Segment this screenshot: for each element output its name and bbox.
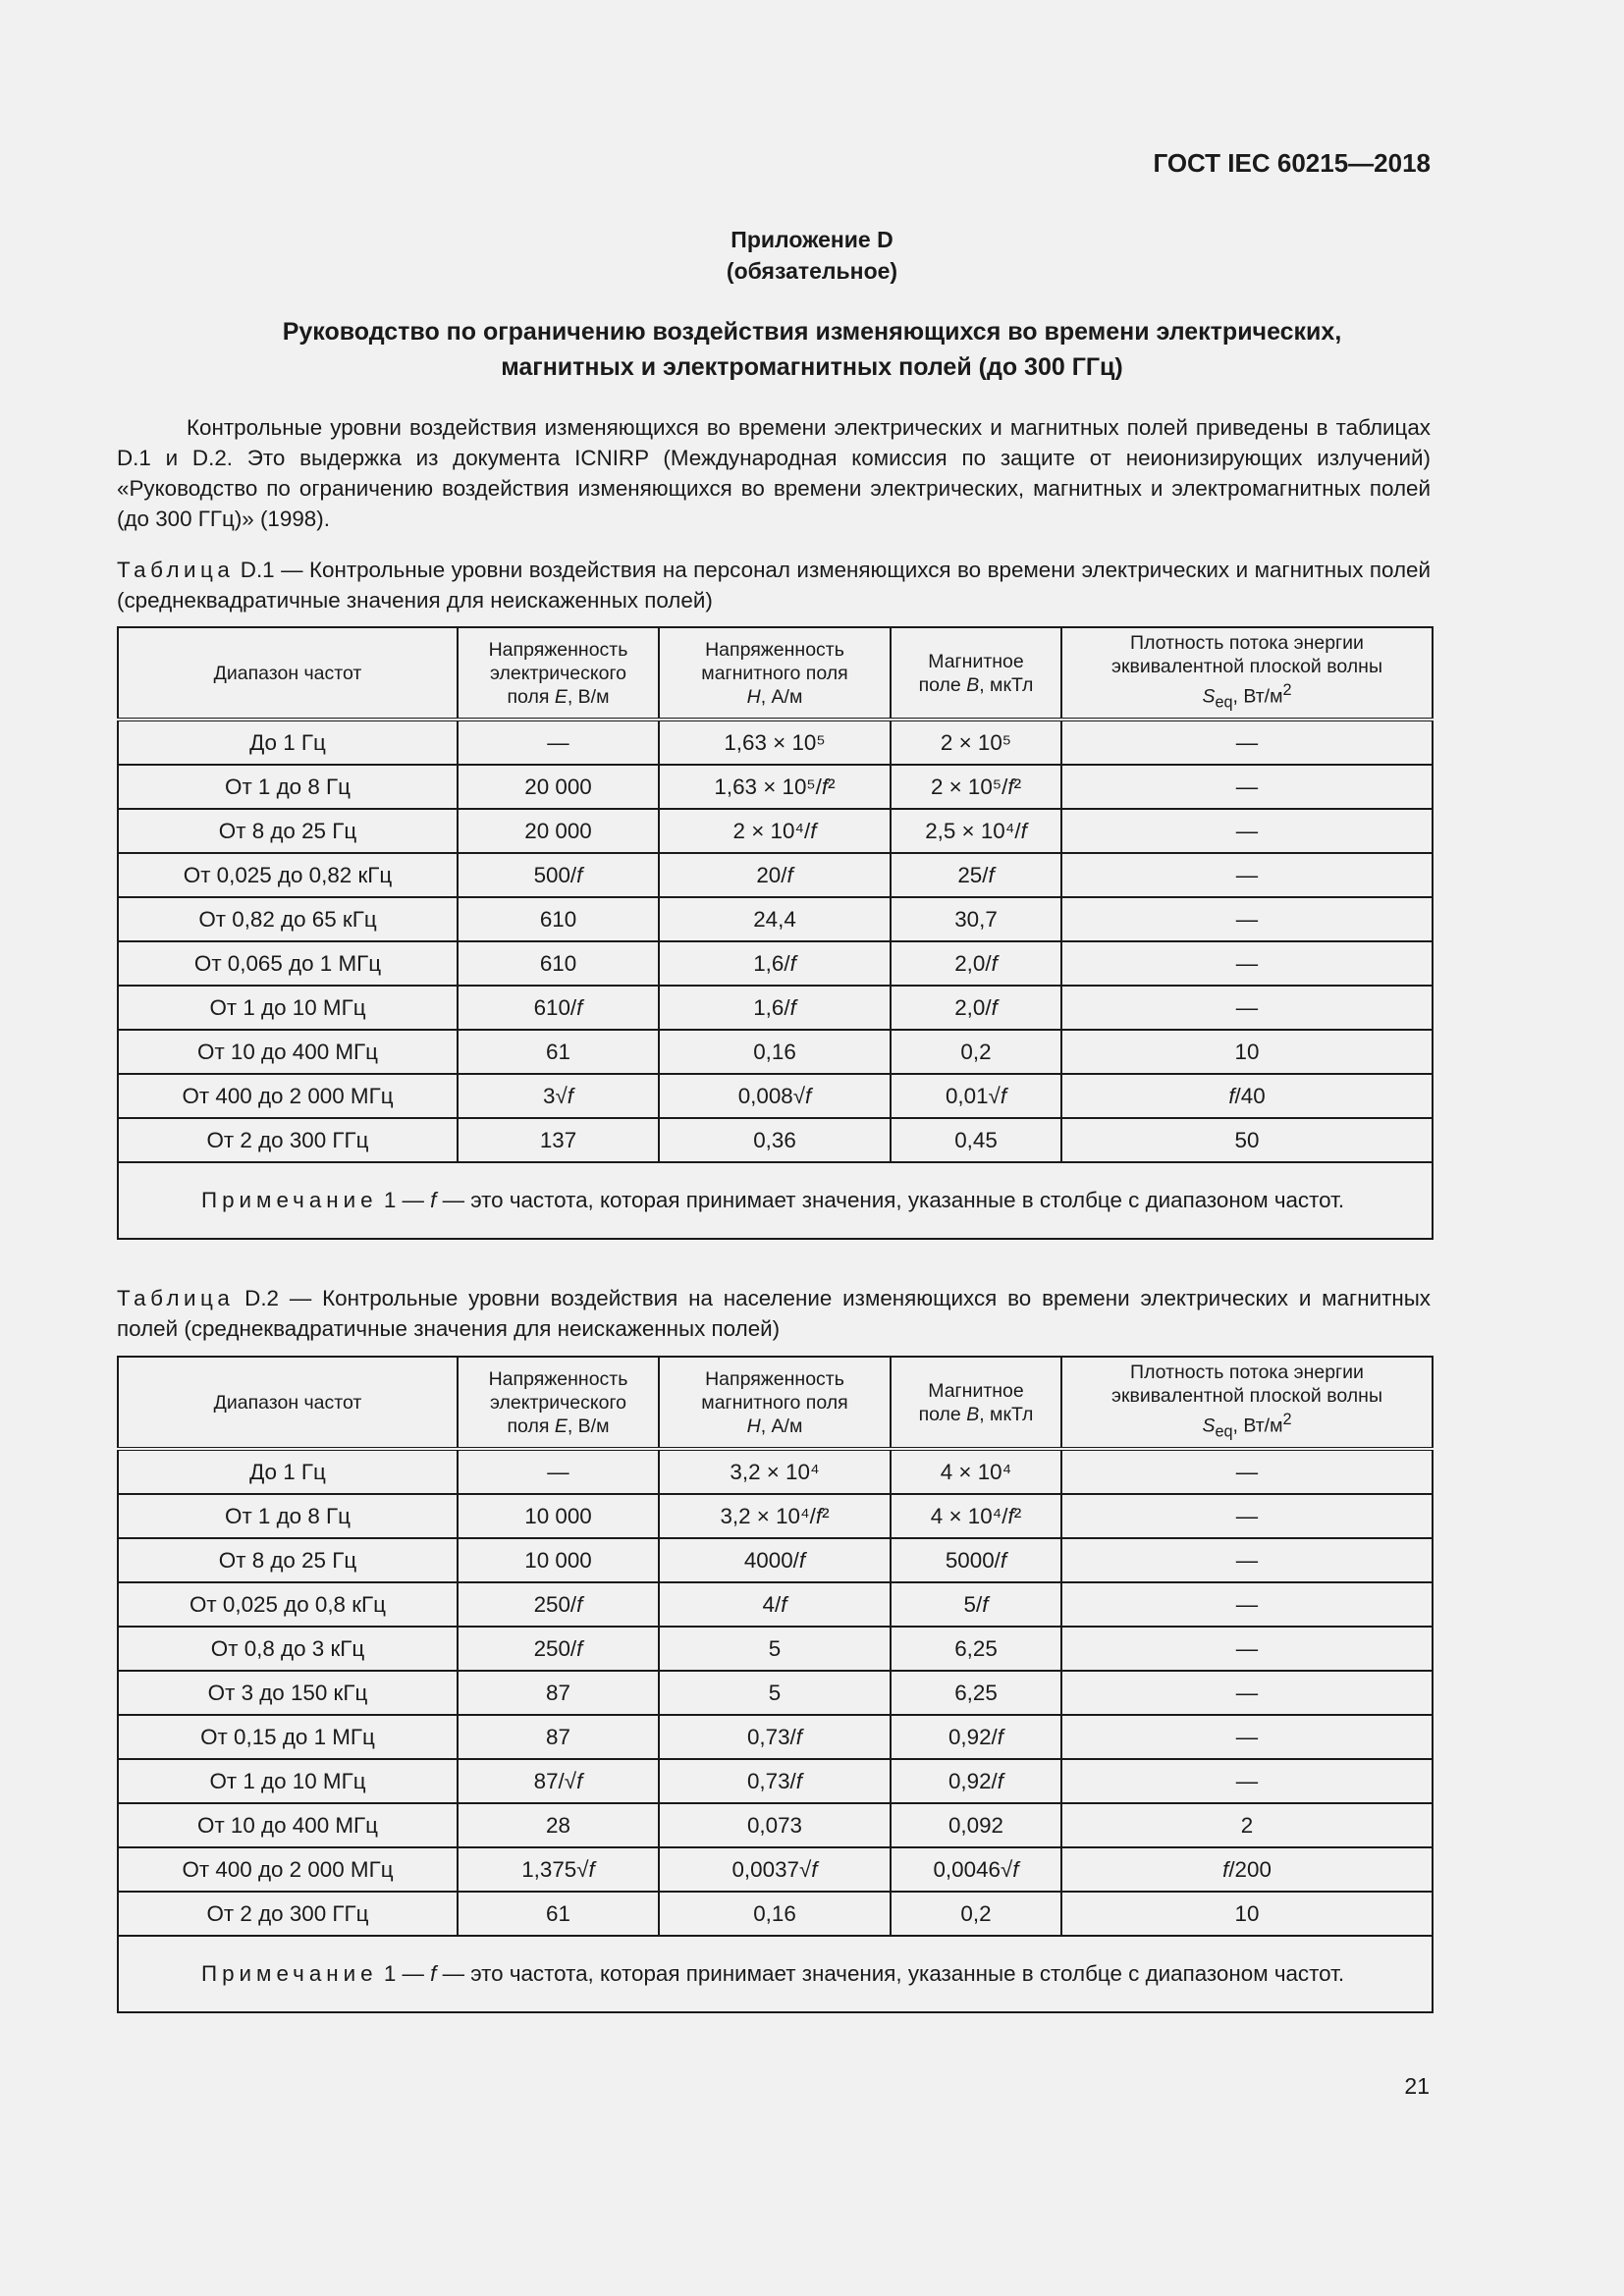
table-row: [118, 1074, 1433, 1118]
table-row: [118, 853, 1433, 897]
header-e-unit: , В/м: [567, 1415, 610, 1437]
intro-paragraph: Контрольные уровни воздействия изменяющихся во времени электрических и магнитных полей приведены в таблицах D.1 и D.2. Это выдержка из документа ICNIRP (Международная комиссия по защите от неионизирующих излучений) «Руководство по ограничению воздействия изменяющихся во времени электрических, магнитных и электромагнитных полей (до 300 ГГц)» (1998).: [117, 415, 1431, 531]
cell-e-field: 500/f: [458, 853, 659, 897]
cell-e-field: 20 000: [458, 765, 659, 809]
cell-power-density: —: [1061, 986, 1433, 1030]
header-h-line-2: магнитного поля: [701, 662, 848, 684]
annex-title: Приложение D: [731, 227, 893, 252]
cell-power-density: f/200: [1061, 1847, 1433, 1892]
header-power-density: [1061, 1357, 1433, 1449]
cell-b-field: 4 × 10⁴/f²: [891, 1494, 1061, 1538]
cell-h-field: 1,6/f: [659, 941, 891, 986]
cell-h-field: 1,6/f: [659, 986, 891, 1030]
header-b-field: [891, 627, 1061, 720]
cell-power-density: —: [1061, 1449, 1433, 1494]
header-h-unit: , А/м: [760, 685, 803, 708]
page-title: [118, 314, 1506, 385]
cell-h-field: 0,073: [659, 1803, 891, 1847]
cell-h-field: 0,16: [659, 1030, 891, 1074]
header-s-subscript: eq: [1215, 1422, 1233, 1441]
cell-b-field: 6,25: [891, 1671, 1061, 1715]
page-title-line-1: Руководство по ограничению воздействия изменяющихся во времени электрических,: [282, 318, 1342, 346]
cell-h-field: 0,0037√f: [659, 1847, 891, 1892]
header-freq-label: Диапазон частот: [213, 1391, 362, 1414]
cell-b-field: 4 × 10⁴: [891, 1449, 1061, 1494]
cell-h-field: 0,36: [659, 1118, 891, 1162]
cell-e-field: 10 000: [458, 1494, 659, 1538]
header-s-superscript: 2: [1282, 681, 1292, 700]
header-e-symbol: E: [554, 1415, 568, 1437]
cell-freq-range: От 1 до 10 МГц: [118, 1759, 458, 1803]
table-1-note-text: 1 — f — это частота, которая принимает значения, указанные в столбце с диапазоном частот.: [383, 1188, 1345, 1212]
cell-e-field: 28: [458, 1803, 659, 1847]
cell-h-field: 0,16: [659, 1892, 891, 1936]
table-row: [118, 1715, 1433, 1759]
header-h-symbol: H: [746, 1415, 761, 1437]
table-2-label: Таблица: [117, 1286, 235, 1310]
document-id: ГОСТ IEC 60215—2018: [1153, 148, 1431, 178]
cell-b-field: 5/f: [891, 1582, 1061, 1627]
table-row: [118, 1803, 1433, 1847]
header-s-line-1: Плотность потока энергии: [1130, 1362, 1364, 1384]
cell-h-field: 3,2 × 10⁴: [659, 1449, 891, 1494]
table-row: [118, 986, 1433, 1030]
cell-h-field: 0,008√f: [659, 1074, 891, 1118]
cell-e-field: 61: [458, 1030, 659, 1074]
cell-h-field: 20/f: [659, 853, 891, 897]
header-h-symbol: H: [746, 685, 761, 708]
header-power-density: [1061, 627, 1433, 720]
cell-e-field: 61: [458, 1892, 659, 1936]
header-b-line-2: поле: [918, 1403, 961, 1425]
cell-freq-range: От 1 до 10 МГц: [118, 986, 458, 1030]
table-row: [118, 1847, 1433, 1892]
cell-b-field: 0,0046√f: [891, 1847, 1061, 1892]
table-row: [118, 1671, 1433, 1715]
annex-heading: [0, 224, 1624, 287]
header-h-field: [659, 627, 891, 720]
header-s-line-1: Плотность потока энергии: [1130, 632, 1364, 655]
cell-b-field: 0,92/f: [891, 1759, 1061, 1803]
cell-h-field: 3,2 × 10⁴/f²: [659, 1494, 891, 1538]
header-s-unit: , Вт/м: [1232, 685, 1283, 708]
cell-power-density: —: [1061, 853, 1433, 897]
cell-b-field: 25/f: [891, 853, 1061, 897]
table-row: [118, 720, 1433, 765]
cell-b-field: 2 × 10⁵/f²: [891, 765, 1061, 809]
cell-freq-range: От 1 до 8 Гц: [118, 765, 458, 809]
cell-e-field: 137: [458, 1118, 659, 1162]
cell-e-field: 250/f: [458, 1627, 659, 1671]
cell-power-density: f/40: [1061, 1074, 1433, 1118]
header-b-field: [891, 1357, 1061, 1449]
cell-power-density: —: [1061, 765, 1433, 809]
cell-h-field: 1,63 × 10⁵/f²: [659, 765, 891, 809]
header-e-unit: , В/м: [567, 685, 610, 708]
cell-freq-range: От 0,82 до 65 кГц: [118, 897, 458, 941]
header-s-symbol: S: [1202, 685, 1216, 708]
cell-e-field: —: [458, 1449, 659, 1494]
cell-h-field: 0,73/f: [659, 1715, 891, 1759]
page-title-line-2: магнитных и электромагнитных полей (до 300 ГГц): [501, 353, 1123, 381]
table-row: [118, 765, 1433, 809]
header-s-line-2: эквивалентной плоской волны: [1111, 656, 1382, 678]
cell-freq-range: От 400 до 2 000 МГц: [118, 1847, 458, 1892]
table-row: [118, 1030, 1433, 1074]
cell-b-field: 2,5 × 10⁴/f: [891, 809, 1061, 853]
table-row: [118, 1582, 1433, 1627]
cell-freq-range: От 8 до 25 Гц: [118, 1538, 458, 1582]
cell-e-field: 610: [458, 941, 659, 986]
header-e-symbol: E: [554, 685, 568, 708]
cell-b-field: 0,2: [891, 1030, 1061, 1074]
header-s-superscript: 2: [1282, 1411, 1292, 1429]
cell-freq-range: От 0,8 до 3 кГц: [118, 1627, 458, 1671]
header-b-symbol: B: [966, 673, 980, 696]
cell-freq-range: От 1 до 8 Гц: [118, 1494, 458, 1538]
cell-h-field: 5: [659, 1671, 891, 1715]
header-e-line-1: Напряженность: [488, 638, 628, 661]
cell-freq-range: От 0,025 до 0,82 кГц: [118, 853, 458, 897]
cell-h-field: 1,63 × 10⁵: [659, 720, 891, 765]
cell-power-density: —: [1061, 1494, 1433, 1538]
header-s-symbol: S: [1202, 1415, 1216, 1437]
cell-e-field: 610/f: [458, 986, 659, 1030]
cell-e-field: 3√f: [458, 1074, 659, 1118]
cell-h-field: 4000/f: [659, 1538, 891, 1582]
header-b-unit: , мкТл: [979, 673, 1034, 696]
table-2: [117, 1356, 1434, 2013]
header-freq: [118, 1357, 458, 1449]
cell-e-field: 87: [458, 1671, 659, 1715]
header-e-line-3: поля: [507, 685, 550, 708]
header-h-field: [659, 1357, 891, 1449]
table-1-note: [118, 1162, 1433, 1239]
header-b-line-2: поле: [918, 673, 961, 696]
cell-power-density: —: [1061, 1671, 1433, 1715]
cell-b-field: 5000/f: [891, 1538, 1061, 1582]
header-e-line-2: электрического: [489, 1391, 627, 1414]
cell-e-field: 10 000: [458, 1538, 659, 1582]
cell-b-field: 0,2: [891, 1892, 1061, 1936]
cell-b-field: 0,092: [891, 1803, 1061, 1847]
header-e-field: [458, 627, 659, 720]
cell-power-density: —: [1061, 941, 1433, 986]
cell-power-density: 2: [1061, 1803, 1433, 1847]
table-1-caption: [117, 555, 1431, 615]
page-number: 21: [1404, 2073, 1430, 2099]
header-b-unit: , мкТл: [979, 1403, 1034, 1425]
header-e-line-1: Напряженность: [488, 1367, 628, 1390]
table-1-caption-text: D.1 — Контрольные уровни воздействия на персонал изменяющихся во времени электрических и магнитных полей (среднеквадратичные значения для неискаженных полей): [117, 558, 1431, 613]
cell-h-field: 4/f: [659, 1582, 891, 1627]
cell-freq-range: От 0,025 до 0,8 кГц: [118, 1582, 458, 1627]
header-freq-label: Диапазон частот: [213, 662, 362, 684]
cell-power-density: —: [1061, 897, 1433, 941]
cell-power-density: —: [1061, 1759, 1433, 1803]
cell-freq-range: От 3 до 150 кГц: [118, 1671, 458, 1715]
table-row: [118, 1449, 1433, 1494]
cell-freq-range: До 1 Гц: [118, 720, 458, 765]
cell-b-field: 6,25: [891, 1627, 1061, 1671]
cell-freq-range: От 2 до 300 ГГц: [118, 1892, 458, 1936]
table-1-note-label: Примечание: [201, 1188, 378, 1212]
table-row: [118, 1627, 1433, 1671]
cell-b-field: 0,01√f: [891, 1074, 1061, 1118]
cell-freq-range: До 1 Гц: [118, 1449, 458, 1494]
table-2-note-label: Примечание: [201, 1961, 378, 1986]
cell-power-density: —: [1061, 1715, 1433, 1759]
table-row: [118, 1892, 1433, 1936]
header-e-line-3: поля: [507, 1415, 550, 1437]
table-row: [118, 1494, 1433, 1538]
header-b-line-1: Магнитное: [928, 1379, 1024, 1402]
cell-power-density: —: [1061, 720, 1433, 765]
cell-power-density: —: [1061, 809, 1433, 853]
cell-h-field: 0,73/f: [659, 1759, 891, 1803]
cell-b-field: 30,7: [891, 897, 1061, 941]
header-e-line-2: электрического: [489, 662, 627, 684]
cell-b-field: 0,45: [891, 1118, 1061, 1162]
header-b-line-1: Магнитное: [928, 650, 1024, 672]
cell-h-field: 5: [659, 1627, 891, 1671]
cell-b-field: 2,0/f: [891, 986, 1061, 1030]
cell-h-field: 2 × 10⁴/f: [659, 809, 891, 853]
cell-freq-range: От 10 до 400 МГц: [118, 1803, 458, 1847]
cell-e-field: 1,375√f: [458, 1847, 659, 1892]
header-freq: [118, 627, 458, 720]
annex-status: (обязательное): [726, 258, 898, 284]
cell-b-field: 2 × 10⁵: [891, 720, 1061, 765]
table-row: [118, 1538, 1433, 1582]
table-row: [118, 1118, 1433, 1162]
header-e-field: [458, 1357, 659, 1449]
header-h-line-2: магнитного поля: [701, 1391, 848, 1414]
cell-e-field: 250/f: [458, 1582, 659, 1627]
header-b-symbol: B: [966, 1403, 980, 1425]
cell-e-field: 87/√f: [458, 1759, 659, 1803]
table-row: [118, 1759, 1433, 1803]
cell-power-density: —: [1061, 1627, 1433, 1671]
header-h-unit: , А/м: [760, 1415, 803, 1437]
header-h-line-1: Напряженность: [705, 638, 844, 661]
header-h-line-1: Напряженность: [705, 1367, 844, 1390]
table-2-note-text: 1 — f — это частота, которая принимает значения, указанные в столбце с диапазоном частот.: [383, 1961, 1345, 1986]
cell-b-field: 2,0/f: [891, 941, 1061, 986]
cell-e-field: 610: [458, 897, 659, 941]
cell-freq-range: От 0,065 до 1 МГц: [118, 941, 458, 986]
cell-e-field: 20 000: [458, 809, 659, 853]
header-s-unit: , Вт/м: [1232, 1415, 1283, 1437]
header-s-line-2: эквивалентной плоской волны: [1111, 1385, 1382, 1408]
table-1-label: Таблица: [117, 558, 235, 582]
table-row: [118, 897, 1433, 941]
cell-power-density: 50: [1061, 1118, 1433, 1162]
table-row: [118, 809, 1433, 853]
cell-freq-range: От 400 до 2 000 МГц: [118, 1074, 458, 1118]
cell-power-density: —: [1061, 1582, 1433, 1627]
cell-e-field: —: [458, 720, 659, 765]
cell-freq-range: От 2 до 300 ГГц: [118, 1118, 458, 1162]
cell-power-density: 10: [1061, 1892, 1433, 1936]
cell-freq-range: От 0,15 до 1 МГц: [118, 1715, 458, 1759]
cell-h-field: 24,4: [659, 897, 891, 941]
header-s-subscript: eq: [1215, 693, 1233, 712]
cell-freq-range: От 10 до 400 МГц: [118, 1030, 458, 1074]
cell-e-field: 87: [458, 1715, 659, 1759]
cell-b-field: 0,92/f: [891, 1715, 1061, 1759]
cell-freq-range: От 8 до 25 Гц: [118, 809, 458, 853]
cell-power-density: 10: [1061, 1030, 1433, 1074]
table-2-caption: [117, 1283, 1431, 1344]
table-1: [117, 626, 1434, 1240]
cell-power-density: —: [1061, 1538, 1433, 1582]
table-2-note: [118, 1936, 1433, 2012]
table-2-caption-text: D.2 — Контрольные уровни воздействия на население изменяющихся во времени электрических и магнитных полей (среднеквадратичные значения для неискаженных полей): [117, 1286, 1431, 1341]
table-row: [118, 941, 1433, 986]
